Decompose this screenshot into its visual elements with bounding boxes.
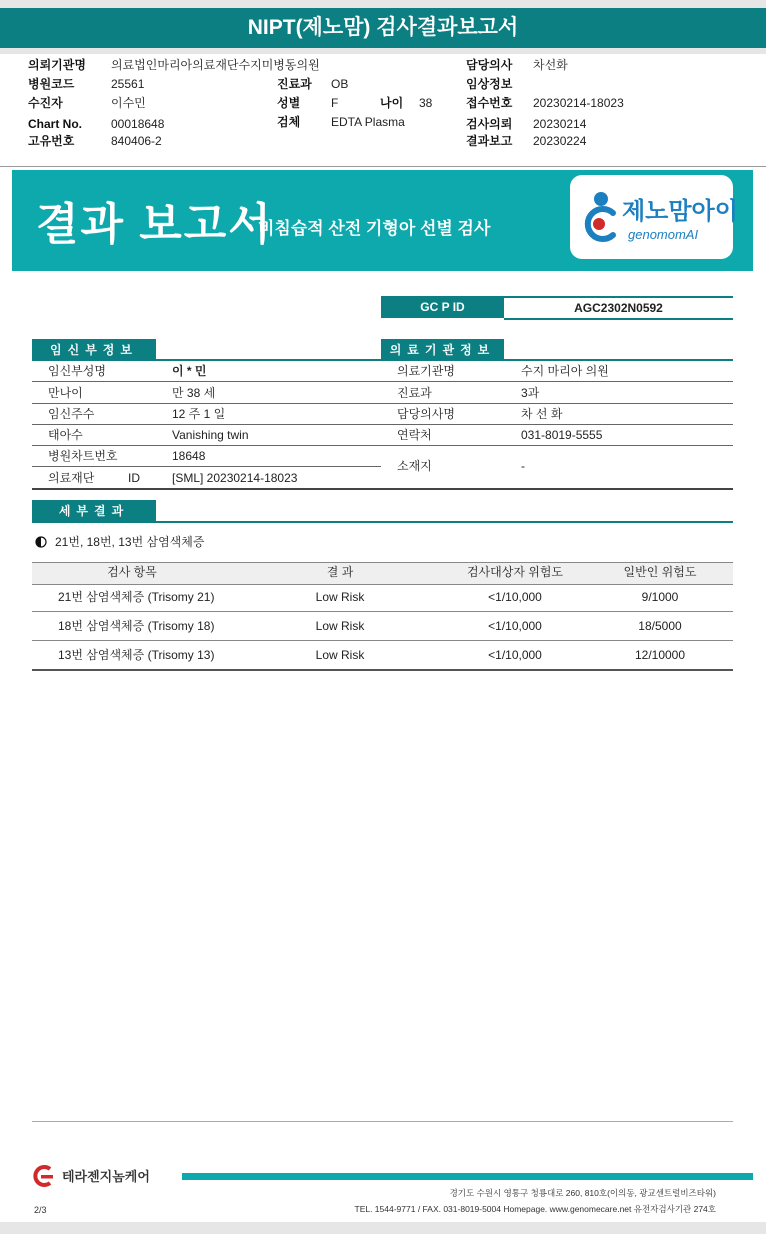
specimen-label: 검체 [277, 115, 301, 129]
row-divider [381, 381, 733, 382]
reception-label: 접수번호 [466, 96, 513, 110]
row-divider [32, 488, 381, 490]
general-risk-0: 9/1000 [641, 590, 679, 604]
subject-risk-0: <1/10,000 [488, 590, 542, 604]
result-value-0: Low Risk [315, 590, 365, 604]
terragen-logo-icon [28, 1165, 58, 1187]
pregnant-value-2: 12 주 1 일 [172, 407, 226, 421]
footer-company: 테라젠지놈케어 [62, 1169, 150, 1184]
pregnant-label-3: 태아수 [48, 428, 83, 442]
hospital-code-value: 25561 [111, 77, 145, 91]
institution-value-1: 3과 [521, 386, 540, 400]
institution-label-3: 연락처 [397, 428, 432, 442]
row-divider [32, 640, 733, 641]
institution-label-4: 소재지 [397, 459, 432, 473]
result-value-2: Low Risk [315, 648, 365, 662]
request-label: 검사의뢰 [466, 117, 513, 131]
doctor-value: 차선화 [533, 58, 568, 72]
institution-label-2: 담당의사명 [397, 407, 455, 421]
detail-header: 세부결과 [32, 500, 156, 522]
general-risk-2: 12/10000 [634, 648, 686, 662]
sex-label: 성별 [277, 96, 301, 110]
institution-value: 의료법인마리아의료재단수지미병동의원 [111, 58, 320, 72]
result-item-2: 13번 삼염색체증 (Trisomy 13) [58, 648, 215, 662]
footer-address: 경기도 수원시 영통구 청룡대로 260, 810호(이의동, 광교센트럴비즈타워) [449, 1188, 716, 1198]
row-divider [32, 669, 733, 671]
footer-divider [32, 1121, 733, 1122]
chart-value: 00018648 [111, 117, 165, 131]
pregnant-value-1: 만 38 세 [172, 386, 216, 400]
result-value-1: Low Risk [315, 619, 365, 633]
age-value: 38 [419, 96, 433, 110]
hospital-code-label: 병원코드 [28, 77, 75, 91]
institution-value-2: 차 선 화 [521, 407, 563, 421]
row-divider [381, 445, 733, 446]
row-divider [32, 466, 381, 467]
pregnant-label-0: 임신부성명 [48, 364, 106, 378]
clinical-label: 임상정보 [466, 77, 513, 91]
pregnant-value-4: 18648 [172, 449, 206, 463]
bottom-bar [0, 1222, 766, 1234]
gcp-id-value: AGC2302N0592 [504, 296, 733, 320]
general-risk-1: 18/5000 [638, 619, 682, 633]
header-subject-risk: 검사대상자 위험도 [466, 565, 564, 579]
pregnant-value-3: Vanishing twin [172, 428, 249, 442]
patient-label: 수진자 [28, 96, 63, 110]
gcp-id-label: GC P ID [381, 296, 504, 318]
row-divider [381, 488, 733, 490]
subject-risk-2: <1/10,000 [488, 648, 542, 662]
institution-info-header: 의료기관정보 [381, 339, 504, 361]
institution-label-0: 의료기관명 [397, 364, 455, 378]
unique-label: 고유번호 [28, 134, 75, 148]
request-value: 20230214 [533, 117, 587, 131]
subject-risk-1: <1/10,000 [488, 619, 542, 633]
report-value: 20230224 [533, 134, 587, 148]
logo-text-korean: 제노맘아이 [622, 198, 738, 225]
age-label: 나이 [380, 96, 404, 110]
pregnant-label-4: 병원차트번호 [48, 449, 118, 463]
header-info [0, 54, 766, 167]
institution-label-1: 진료과 [397, 386, 432, 400]
header-item: 검사 항목 [107, 565, 157, 579]
reception-value: 20230214-18023 [533, 96, 624, 110]
detail-line [32, 521, 733, 523]
footer-accent-bar [182, 1173, 753, 1180]
header-general-risk: 일반인 위험도 [623, 565, 697, 579]
chart-label: Chart No. [28, 117, 82, 131]
banner-subtitle: 비침습적 산전 기형아 선별 검사 [258, 219, 491, 238]
half-circle-icon [35, 536, 47, 548]
row-divider [32, 611, 733, 612]
institution-value-3: 031-8019-5555 [521, 428, 603, 442]
banner-title: 결과 보고서 [36, 200, 273, 249]
result-item-0: 21번 삼염색체증 (Trisomy 21) [58, 590, 215, 604]
dept-label: 진료과 [277, 77, 312, 91]
doctor-label: 담당의사 [466, 58, 513, 72]
pregnant-value-0: 이 * 민 [172, 364, 207, 378]
result-item-1: 18번 삼염색체증 (Trisomy 18) [58, 619, 215, 633]
logo-text-english: genomomAI [628, 227, 699, 242]
specimen-value: EDTA Plasma [331, 115, 405, 129]
genomom-logo-icon [580, 191, 618, 243]
header-result: 결 과 [326, 565, 354, 579]
pregnant-value-5: [SML] 20230214-18023 [172, 471, 298, 485]
result-banner [12, 170, 753, 271]
institution-label: 의뢰기관명 [28, 58, 86, 72]
detail-summary: 21번, 18번, 13번 삼염색체증 [55, 535, 205, 549]
unique-value: 840406-2 [111, 134, 162, 148]
page-number: 2/3 [34, 1205, 47, 1215]
report-label: 결과보고 [466, 134, 513, 148]
genomom-logo [570, 175, 738, 259]
page-title: NIPT(제노맘) 검사결과보고서 [0, 8, 766, 48]
pregnant-label-1: 만나이 [48, 386, 83, 400]
dept-value: OB [331, 77, 349, 91]
sex-value: F [331, 96, 339, 110]
patient-value: 이수민 [111, 96, 146, 110]
pregnant-label-2: 임신주수 [48, 407, 95, 421]
pregnant-info-header: 임신부정보 [32, 339, 156, 361]
row-divider [32, 381, 381, 382]
footer-contact: TEL. 1544-9771 / FAX. 031-8019-5004 Homepage. www.genomecare.net 유전자검사기관 274호 [354, 1204, 716, 1214]
institution-value-0: 수지 마리아 의원 [521, 364, 609, 378]
pregnant-label-5: 의료재단 ID [48, 471, 140, 485]
institution-value-4: - [521, 459, 525, 473]
